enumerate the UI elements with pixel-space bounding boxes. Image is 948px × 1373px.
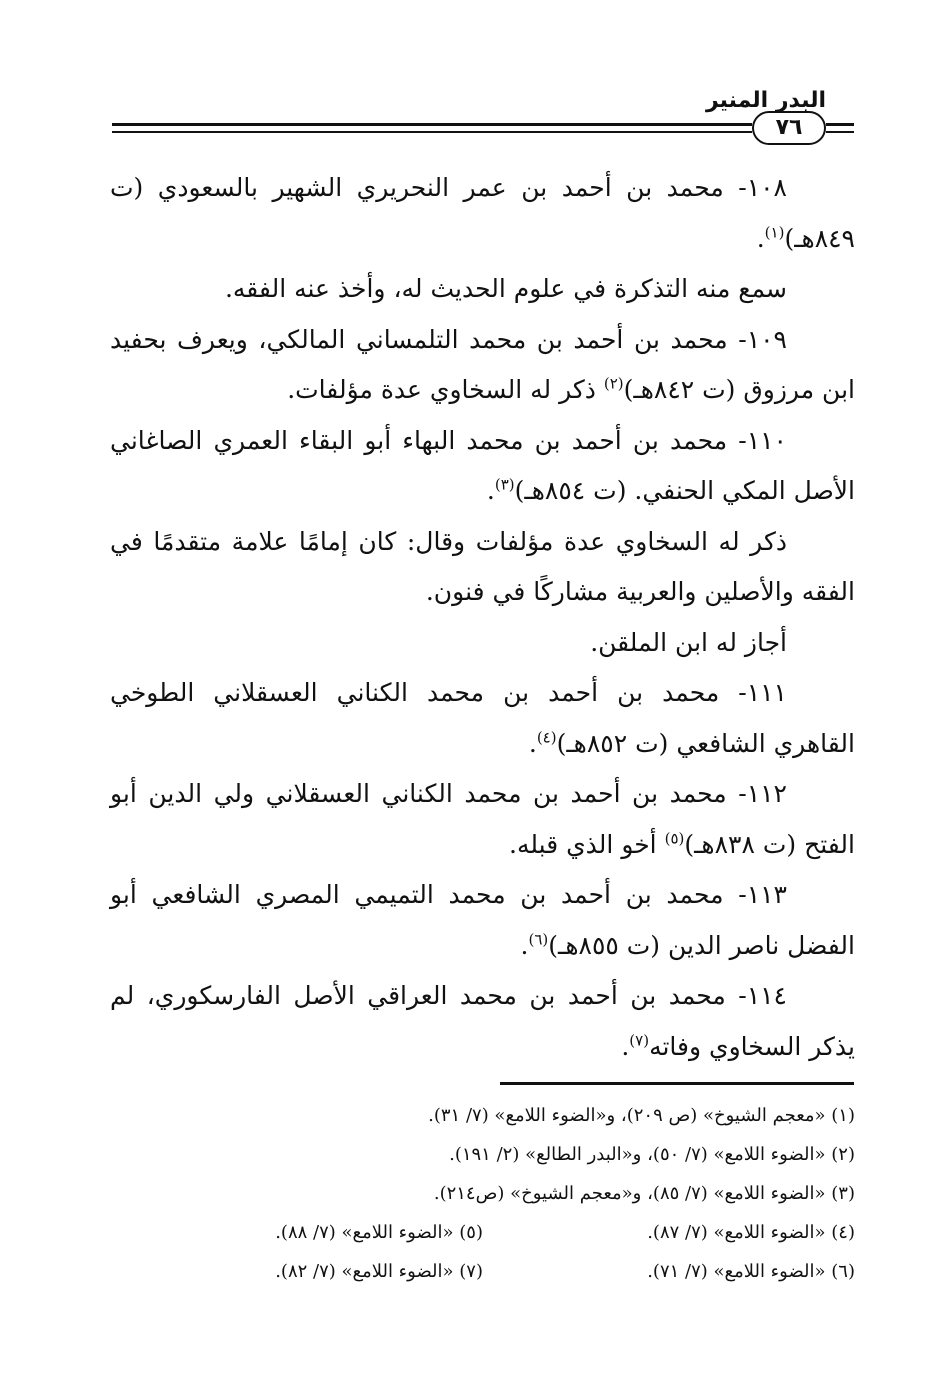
paragraph-tail: . — [486, 476, 495, 505]
footnote: (٧) «الضوء اللامع» (٧/ ٨٢). — [275, 1261, 483, 1282]
paragraph-text: ١١١- محمد بن أحمد بن محمد الكناني العسقلاني الطوخي القاهري الشافعي (ت ٨٥٢هـ) — [110, 678, 855, 758]
header-rule-stub-bottom — [826, 131, 854, 133]
footnote-ref: (٦) — [528, 930, 549, 949]
paragraph-tail: أخو الذي قبله. — [509, 829, 665, 859]
paragraph-tail: . — [756, 223, 765, 253]
footnote: (١) «معجم الشيوخ» (ص ٢٠٩)، و«الضوء اللامع» (٧/ ٣١). — [428, 1105, 855, 1126]
footnote: (٢) «الضوء اللامع» (٧/ ٥٠)، و«البدر الطالع» (٢/ ١٩١). — [449, 1144, 855, 1165]
paragraph-tail: ذكر له السخاوي عدة مؤلفات. — [287, 375, 604, 404]
footnote-row — [110, 1174, 855, 1213]
paragraph — [110, 517, 855, 618]
paragraph-text: ١٠٩- محمد بن أحمد بن محمد التلمساني المالكي، ويعرف بحفيد ابن مرزوق (ت ٨٤٢هـ) — [110, 324, 855, 404]
page-number: ٧٦ — [752, 111, 826, 145]
paragraph — [110, 416, 855, 517]
footnote-ref: (٢) — [603, 374, 624, 393]
footnote-ref: (١) — [764, 223, 785, 242]
footnote-ref: (٤) — [536, 728, 557, 747]
footnote: (٣) «الضوء اللامع» (٧/ ٨٥)، و«معجم الشيوخ» (ص٢١٤). — [433, 1183, 855, 1204]
footnotes — [110, 1096, 855, 1291]
paragraph — [110, 971, 855, 1072]
paragraph-text: ١١٢- محمد بن أحمد بن محمد الكناني العسقلاني ولي الدين أبو الفتح (ت ٨٣٨هـ) — [110, 779, 855, 859]
paragraph-text: ١١٠- محمد بن أحمد بن محمد البهاء أبو البقاء العمري الصاغاني الأصل المكي الحنفي. (ت ٨٥٤هـ) — [110, 425, 855, 505]
header-rule-top — [112, 123, 752, 126]
paragraph — [110, 769, 855, 870]
footnote: (٦) «الضوء اللامع» (٧/ ٧١). — [647, 1261, 855, 1282]
paragraph-tail: . — [520, 930, 529, 960]
body-text — [110, 163, 855, 1072]
footnote: (٥) «الضوء اللامع» (٧/ ٨٨). — [275, 1222, 483, 1243]
paragraph — [110, 315, 855, 416]
paragraph-text: سمع منه التذكرة في علوم الحديث له، وأخذ عنه الفقه. — [224, 274, 787, 303]
paragraph-text: أجاز له ابن الملقن. — [590, 627, 787, 657]
footnote-row — [110, 1213, 855, 1252]
paragraph — [110, 264, 855, 315]
paragraph — [110, 870, 855, 971]
footnote-ref: (٥) — [664, 829, 685, 848]
paragraph-text: ذكر له السخاوي عدة مؤلفات وقال: كان إمامًا علامة متقدمًا في الفقه والأصلين والعربية مشاركًا في فنون. — [110, 526, 855, 606]
footnote-separator — [500, 1082, 854, 1085]
paragraph-tail: . — [528, 728, 537, 758]
page-header — [0, 0, 948, 150]
paragraph — [110, 668, 855, 769]
footnote-ref: (٣) — [494, 475, 515, 494]
paragraph-text: ١١٤- محمد بن أحمد بن محمد العراقي الأصل الفارسكوري، لم يذكر السخاوي وفاته — [110, 981, 855, 1061]
header-rule-stub-top — [826, 123, 854, 126]
footnote-row — [110, 1135, 855, 1174]
paragraph — [110, 163, 855, 264]
footnote-row — [110, 1096, 855, 1135]
running-title: البدر المنير — [705, 88, 826, 113]
footnote: (٤) «الضوء اللامع» (٧/ ٨٧). — [647, 1222, 855, 1243]
footnote-row — [110, 1252, 855, 1291]
paragraph — [110, 618, 855, 669]
paragraph-text: ١٠٨- محمد بن أحمد بن عمر النحريري الشهير بالسعودي (ت ٨٤٩هـ) — [110, 173, 855, 253]
header-rule-bottom — [112, 131, 752, 133]
footnote-ref: (٧) — [629, 1031, 650, 1050]
paragraph-text: ١١٣- محمد بن أحمد بن محمد التميمي المصري الشافعي أبو الفضل ناصر الدين (ت ٨٥٥هـ) — [110, 880, 855, 960]
paragraph-tail: . — [621, 1031, 630, 1061]
